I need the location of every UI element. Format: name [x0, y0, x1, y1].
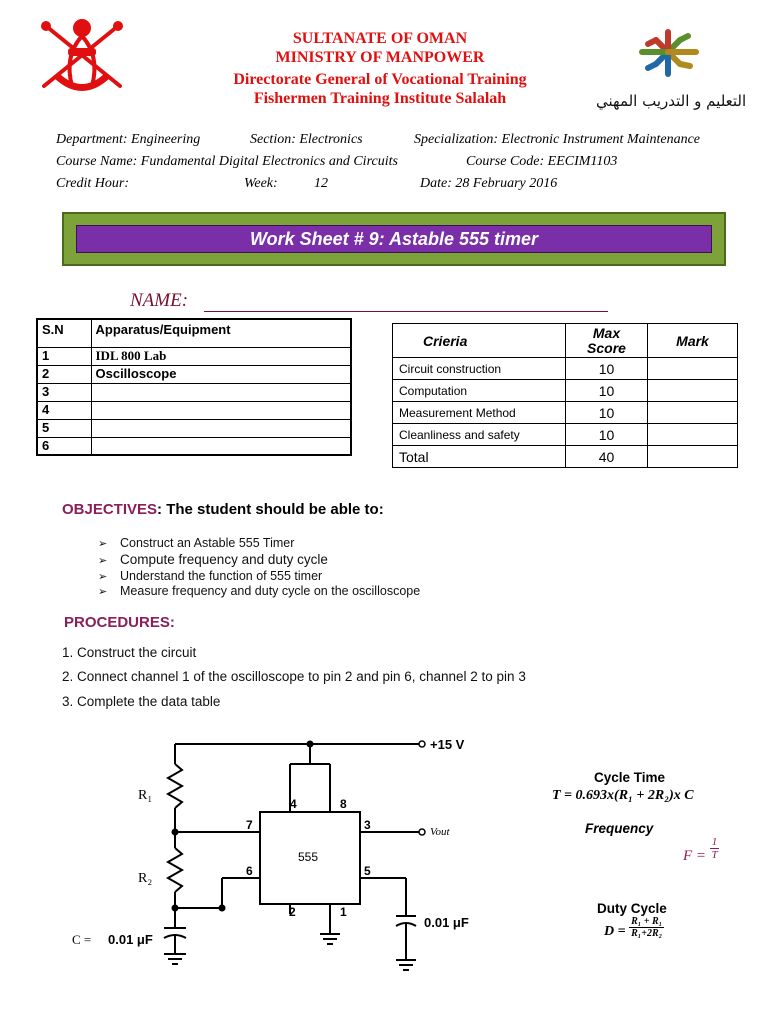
- duty-fraction: [629, 916, 664, 939]
- total-mark[interactable]: [648, 446, 738, 468]
- objective-text: Construct an Astable 555 Timer: [120, 536, 295, 550]
- table-row: [37, 419, 351, 437]
- oman-emblem-logo: [34, 8, 130, 104]
- pin7-label: 7: [246, 818, 253, 832]
- table-row: [37, 347, 351, 365]
- criteria-name: Circuit construction: [393, 358, 566, 380]
- row-sn: 1: [37, 347, 91, 365]
- row-sn: 3: [37, 383, 91, 401]
- freq-denominator: T: [711, 849, 718, 861]
- vcc-label: +15 V: [430, 737, 465, 752]
- row-sn: 6: [37, 437, 91, 455]
- c-value: 0.01 μF: [108, 932, 153, 947]
- max-label: Max: [592, 324, 621, 341]
- col-mark-header: Mark: [648, 324, 738, 358]
- criteria-max: 10: [566, 358, 648, 380]
- procedure-step: 3. Complete the data table: [62, 694, 221, 709]
- header-directorate: Directorate General of Vocational Training: [233, 71, 527, 88]
- criteria-table: [392, 323, 738, 468]
- cycle-time-equation: T = 0.693x(R₁ + 2R₂)x C: [552, 788, 694, 803]
- table-row: [393, 446, 738, 468]
- c5-value: 0.01 μF: [424, 915, 469, 930]
- table-row: [393, 358, 738, 380]
- table-row: [37, 383, 351, 401]
- specialization: Specialization: Electronic Instrument Maintenance: [414, 132, 701, 147]
- cycle-time-title: Cycle Time: [594, 770, 666, 785]
- objectives-label: OBJECTIVES: [62, 501, 158, 518]
- criteria-mark[interactable]: [648, 402, 738, 424]
- objectives-colon: :: [157, 501, 163, 518]
- col-sn-header: S.N: [37, 319, 91, 347]
- criteria-name: Computation: [393, 380, 566, 402]
- row-sn: 2: [37, 365, 91, 383]
- freq-fraction: [710, 836, 720, 861]
- duty-cycle-equation: [604, 916, 664, 939]
- table-row: [37, 401, 351, 419]
- criteria-max: 10: [566, 380, 648, 402]
- week-label: Week:: [244, 176, 278, 191]
- table-row: [393, 402, 738, 424]
- section: Section: Electronics: [250, 132, 363, 147]
- table-header-row: [393, 324, 738, 358]
- objectives-heading: [62, 501, 384, 518]
- procedures-heading: PROCEDURES:: [64, 614, 175, 631]
- objective-text: Compute frequency and duty cycle: [120, 552, 328, 567]
- criteria-name: Cleanliness and safety: [393, 424, 566, 446]
- objectives-lead: The student should be able to:: [162, 501, 384, 518]
- duty-denominator: R₁+2R₂: [631, 928, 663, 939]
- pin5-label: 5: [364, 864, 371, 878]
- total-value: 40: [566, 446, 648, 468]
- freq-lhs: F =: [683, 847, 707, 864]
- week-value: 12: [314, 176, 328, 191]
- col-criteria-header: Crieria: [393, 324, 566, 358]
- score-label: Score: [587, 339, 626, 356]
- course-code: Course Code: EECIM1103: [466, 154, 618, 169]
- criteria-mark[interactable]: [648, 380, 738, 402]
- objective-item: [98, 584, 420, 598]
- r2-label: R₂: [138, 871, 153, 886]
- criteria-mark[interactable]: [648, 424, 738, 446]
- department: Department: Engineering: [56, 132, 201, 147]
- arrow-bullet-icon: ➢: [98, 571, 108, 583]
- pin3-label: 3: [364, 818, 371, 832]
- table-row: [37, 365, 351, 383]
- objective-text: Understand the function of 555 timer: [120, 569, 323, 583]
- objective-text: Measure frequency and duty cycle on the oscilloscope: [120, 584, 421, 598]
- chip-label: 555: [298, 850, 319, 864]
- duty-numerator: R₁ + R₁: [631, 916, 663, 927]
- duty-lhs: D =: [604, 923, 626, 939]
- criteria-name: Measurement Method: [393, 402, 566, 424]
- date: Date: 28 February 2016: [420, 176, 558, 191]
- procedure-step: 2. Connect channel 1 of the oscilloscope to pin 2 and pin 6, channel 2 to pin 3: [62, 669, 526, 684]
- criteria-max: 10: [566, 424, 648, 446]
- row-item: IDL 800 Lab: [91, 347, 351, 365]
- objective-item: [98, 552, 328, 567]
- header-ministry: MINISTRY OF MANPOWER: [275, 49, 485, 66]
- astable-555-circuit-diagram: [60, 728, 480, 988]
- pin1-label: 1: [340, 905, 347, 919]
- row-item[interactable]: [91, 401, 351, 419]
- objective-item: [98, 536, 294, 550]
- header-arabic: التعليم و التدريب المهني: [596, 92, 747, 110]
- arrow-bullet-icon: ➢: [98, 538, 108, 550]
- worksheet-title: Work Sheet # 9: Astable 555 timer: [76, 225, 712, 253]
- header-institute: Fishermen Training Institute Salalah: [253, 90, 507, 107]
- row-item[interactable]: [91, 419, 351, 437]
- arrow-bullet-icon: ➢: [98, 586, 108, 598]
- freq-numerator: 1: [711, 836, 718, 848]
- vocational-training-logo: [628, 22, 708, 82]
- vout-label: Vout: [430, 826, 450, 838]
- name-field-line[interactable]: [204, 311, 608, 312]
- pin4-label: 4: [290, 797, 297, 811]
- total-label: Total: [393, 446, 566, 468]
- credit-hour: Credit Hour:: [56, 176, 129, 191]
- criteria-max: 10: [566, 402, 648, 424]
- table-row: [393, 380, 738, 402]
- frequency-title: Frequency: [585, 821, 654, 836]
- row-item: Oscilloscope: [91, 365, 351, 383]
- pin8-label: 8: [340, 797, 347, 811]
- procedure-step: 1. Construct the circuit: [62, 645, 197, 660]
- row-sn: 4: [37, 401, 91, 419]
- header-country: SULTANATE OF OMAN: [292, 30, 468, 47]
- pin6-label: 6: [246, 864, 253, 878]
- name-label: NAME:: [130, 290, 189, 311]
- row-sn: 5: [37, 419, 91, 437]
- c-label: C =: [72, 932, 92, 947]
- table-row: [393, 424, 738, 446]
- col-max-score-header: [566, 324, 648, 358]
- frequency-equation: [683, 836, 719, 864]
- row-item[interactable]: [91, 383, 351, 401]
- table-row: [37, 437, 351, 455]
- row-item[interactable]: [91, 437, 351, 455]
- pin2-label: 2: [289, 905, 296, 919]
- arrow-bullet-icon: ➢: [98, 555, 108, 567]
- col-apparatus-header: Apparatus/Equipment: [91, 319, 351, 347]
- r1-label: R₁: [138, 788, 153, 803]
- duty-cycle-title: Duty Cycle: [597, 901, 667, 916]
- criteria-mark[interactable]: [648, 358, 738, 380]
- apparatus-table: [36, 318, 352, 456]
- title-banner: [62, 212, 726, 266]
- objective-item: [98, 569, 322, 583]
- course-name: Course Name: Fundamental Digital Electronics and Circuits: [56, 154, 398, 169]
- table-header-row: [37, 319, 351, 347]
